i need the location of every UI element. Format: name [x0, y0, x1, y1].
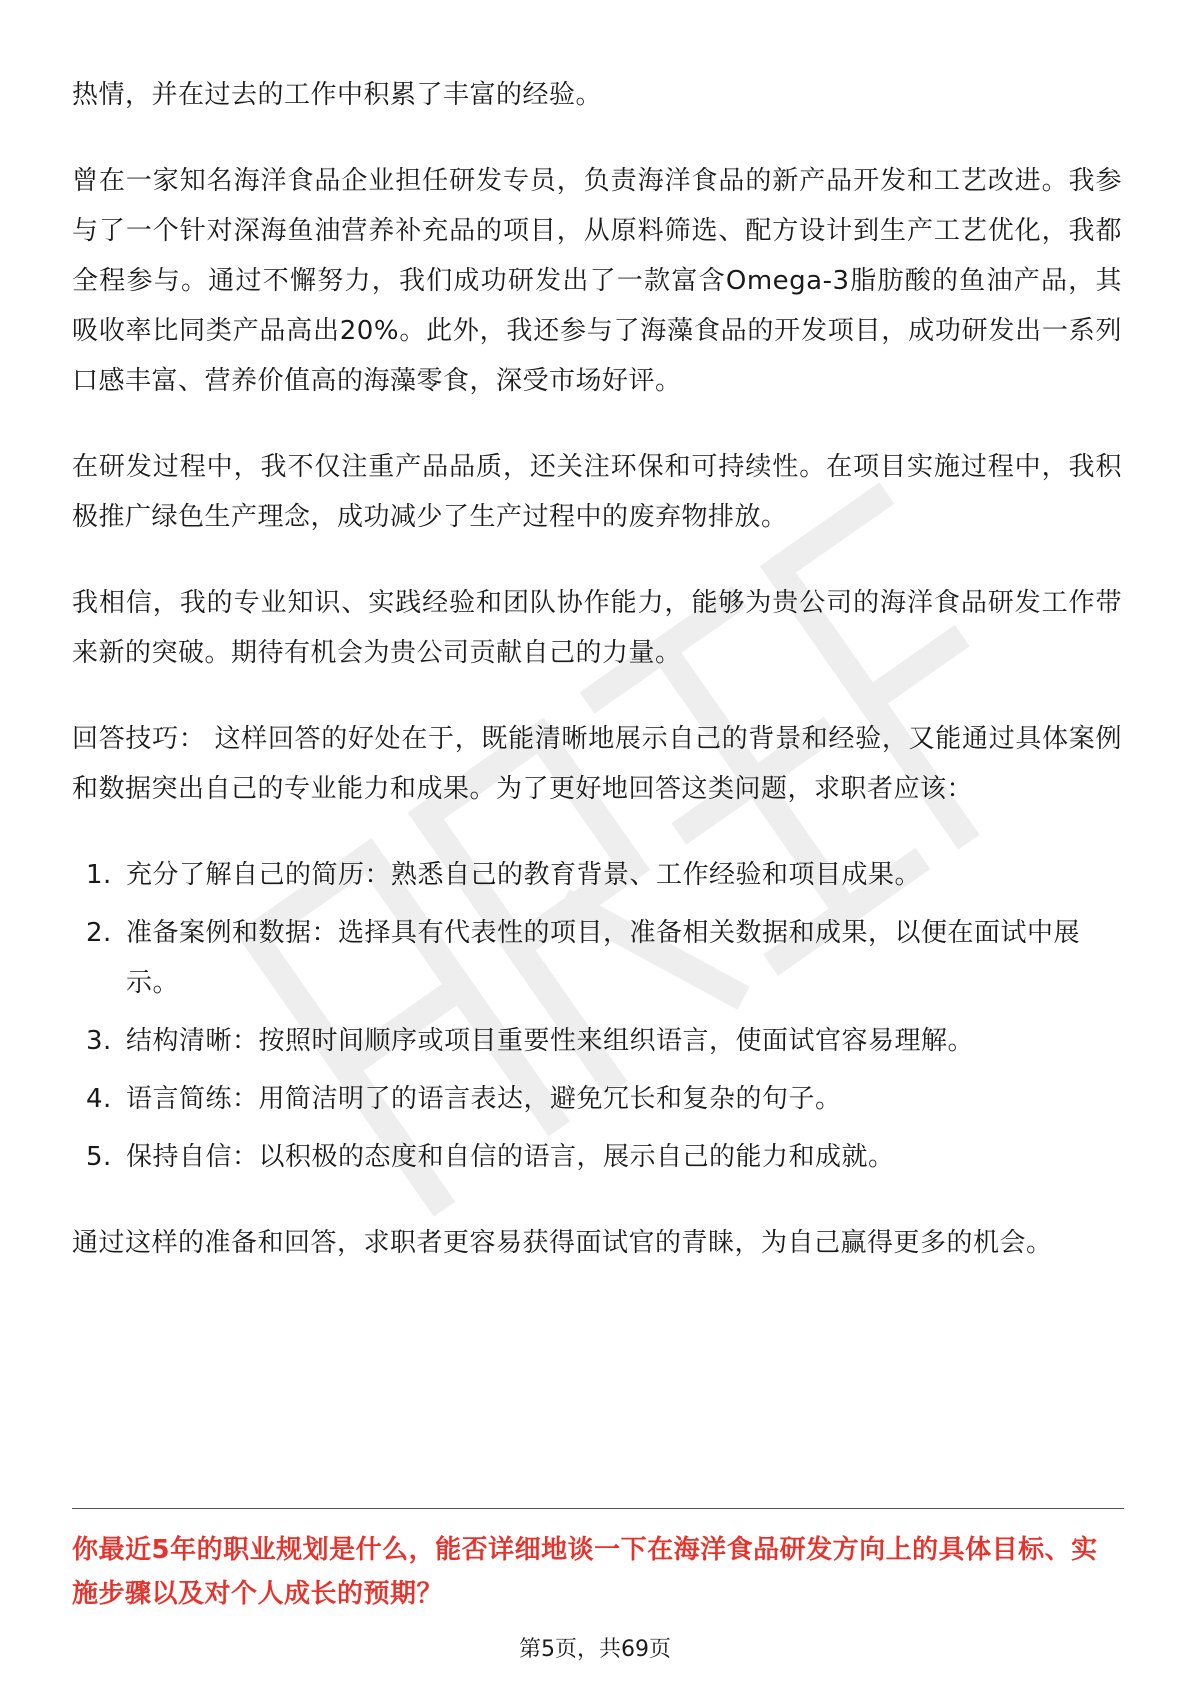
paragraph-experience: 曾在一家知名海洋食品企业担任研发专员，负责海洋食品的新产品开发和工艺改进。我参与了一个针对深海鱼油营养补充品的项目，从原料筛选、配方设计到生产工艺优化，我都全程参与。通过不懈努力，我们成功研发出了一款富含Omega-3脂肪酸的鱼油产品，其吸收率比同类产品高出20%。此外，我还参与了海藻食品的开发项目，成功研发出一系列口感丰富、营养价值高的海藻零食，深受市场好评。 [72, 166, 1122, 396]
list-number: 1. [86, 860, 112, 890]
list-item-text: 保持自信：以积极的态度和自信的语言，展示自己的能力和成就。 [126, 1142, 895, 1172]
tips-list-item [72, 1074, 1122, 1124]
paragraph-closing: 通过这样的准备和回答，求职者更容易获得面试官的青睐，为自己赢得更多的机会。 [72, 1228, 1053, 1258]
paragraph-intro-tail: 热情，并在过去的工作中积累了丰富的经验。 [72, 80, 603, 110]
paragraph-sustainability: 在研发过程中，我不仅注重产品品质，还关注环保和可持续性。在项目实施过程中，我积极推广绿色生产理念，成功减少了生产过程中的废弃物排放。 [72, 452, 1122, 532]
list-item-text: 准备案例和数据：选择具有代表性的项目，准备相关数据和成果，以便在面试中展示。 [126, 918, 1081, 998]
list-number: 2. [86, 918, 112, 948]
tips-list-item [72, 908, 1122, 1008]
section-divider [72, 1508, 1124, 1509]
page-footer: 第5页，共69页 [519, 1637, 671, 1662]
paragraph-conclusion: 我相信，我的专业知识、实践经验和团队协作能力，能够为贵公司的海洋食品研发工作带来新的突破。期待有机会为贵公司贡献自己的力量。 [72, 588, 1122, 668]
list-number: 4. [86, 1084, 112, 1114]
tips-list-item [72, 1132, 1122, 1182]
list-number: 5. [86, 1142, 112, 1172]
tips-list [72, 850, 1122, 1182]
tips-list-item [72, 850, 1122, 900]
tips-list-item [72, 1016, 1122, 1066]
list-item-text: 充分了解自己的简历：熟悉自己的教育背景、工作经验和项目成果。 [126, 860, 922, 890]
next-question-heading: 你最近5年的职业规划是什么，能否详细地谈一下在海洋食品研发方向上的具体目标、实施步骤以及对个人成长的预期？ [72, 1535, 1098, 1609]
paragraph-answer-tips: 回答技巧： 这样回答的好处在于，既能清晰地展示自己的背景和经验，又能通过具体案例和数据突出自己的专业能力和成果。为了更好地回答这类问题，求职者应该： [72, 724, 1122, 804]
list-number: 3. [86, 1026, 112, 1056]
list-item-text: 结构清晰：按照时间顺序或项目重要性来组织语言，使面试官容易理解。 [126, 1026, 975, 1056]
list-item-text: 语言简练：用简洁明了的语言表达，避免冗长和复杂的句子。 [126, 1084, 842, 1114]
document-body [72, 70, 1122, 1304]
